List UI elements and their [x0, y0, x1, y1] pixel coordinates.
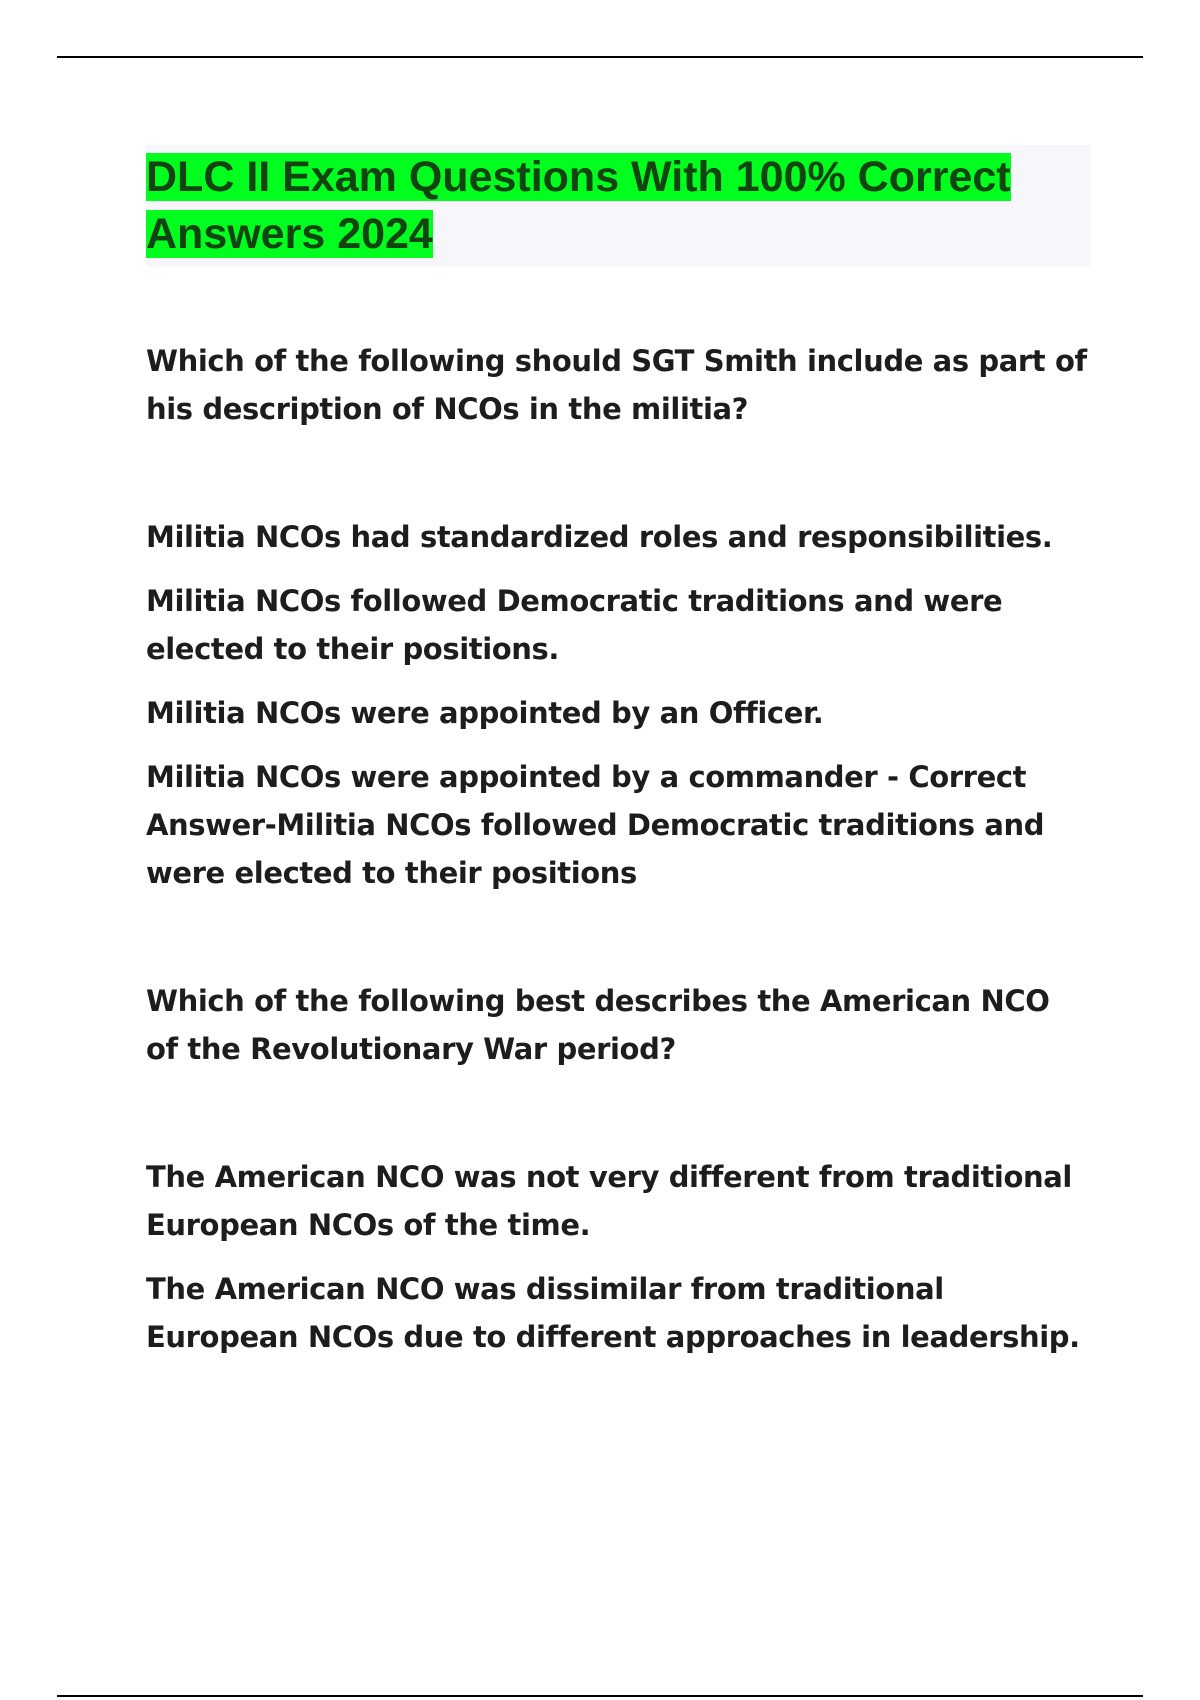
document-body: [146, 145, 1090, 1377]
question-2-option-1: The American NCO was not very different from traditional European NCOs of the time.: [146, 1160, 1072, 1242]
question-1-option-2: Militia NCOs followed Democratic traditions and were elected to their positions.: [146, 584, 1003, 666]
question-2-option-2: The American NCO was dissimilar from traditional European NCOs due to different approaches in leadership.: [146, 1272, 1080, 1354]
question-1-option-3: Militia NCOs were appointed by an Officer.: [146, 696, 824, 730]
title-highlight: DLC II Exam Questions With 100% Correct Answers 2024: [146, 153, 1011, 258]
document-title: [146, 149, 1090, 263]
title-block: [146, 145, 1090, 267]
top-rule: [57, 56, 1143, 58]
question-2-prompt: Which of the following best describes the American NCO of the Revolutionary War period?: [146, 984, 1050, 1066]
question-1-prompt: Which of the following should SGT Smith include as part of his description of NCOs in the militia?: [146, 344, 1087, 426]
question-1-option-4-with-answer: Militia NCOs were appointed by a commander - Correct Answer-Militia NCOs followed Democratic traditions and were elected to their positions: [146, 760, 1045, 890]
question-1-option-1: Militia NCOs had standardized roles and responsibilities.: [146, 520, 1053, 554]
bottom-rule: [57, 1695, 1143, 1697]
